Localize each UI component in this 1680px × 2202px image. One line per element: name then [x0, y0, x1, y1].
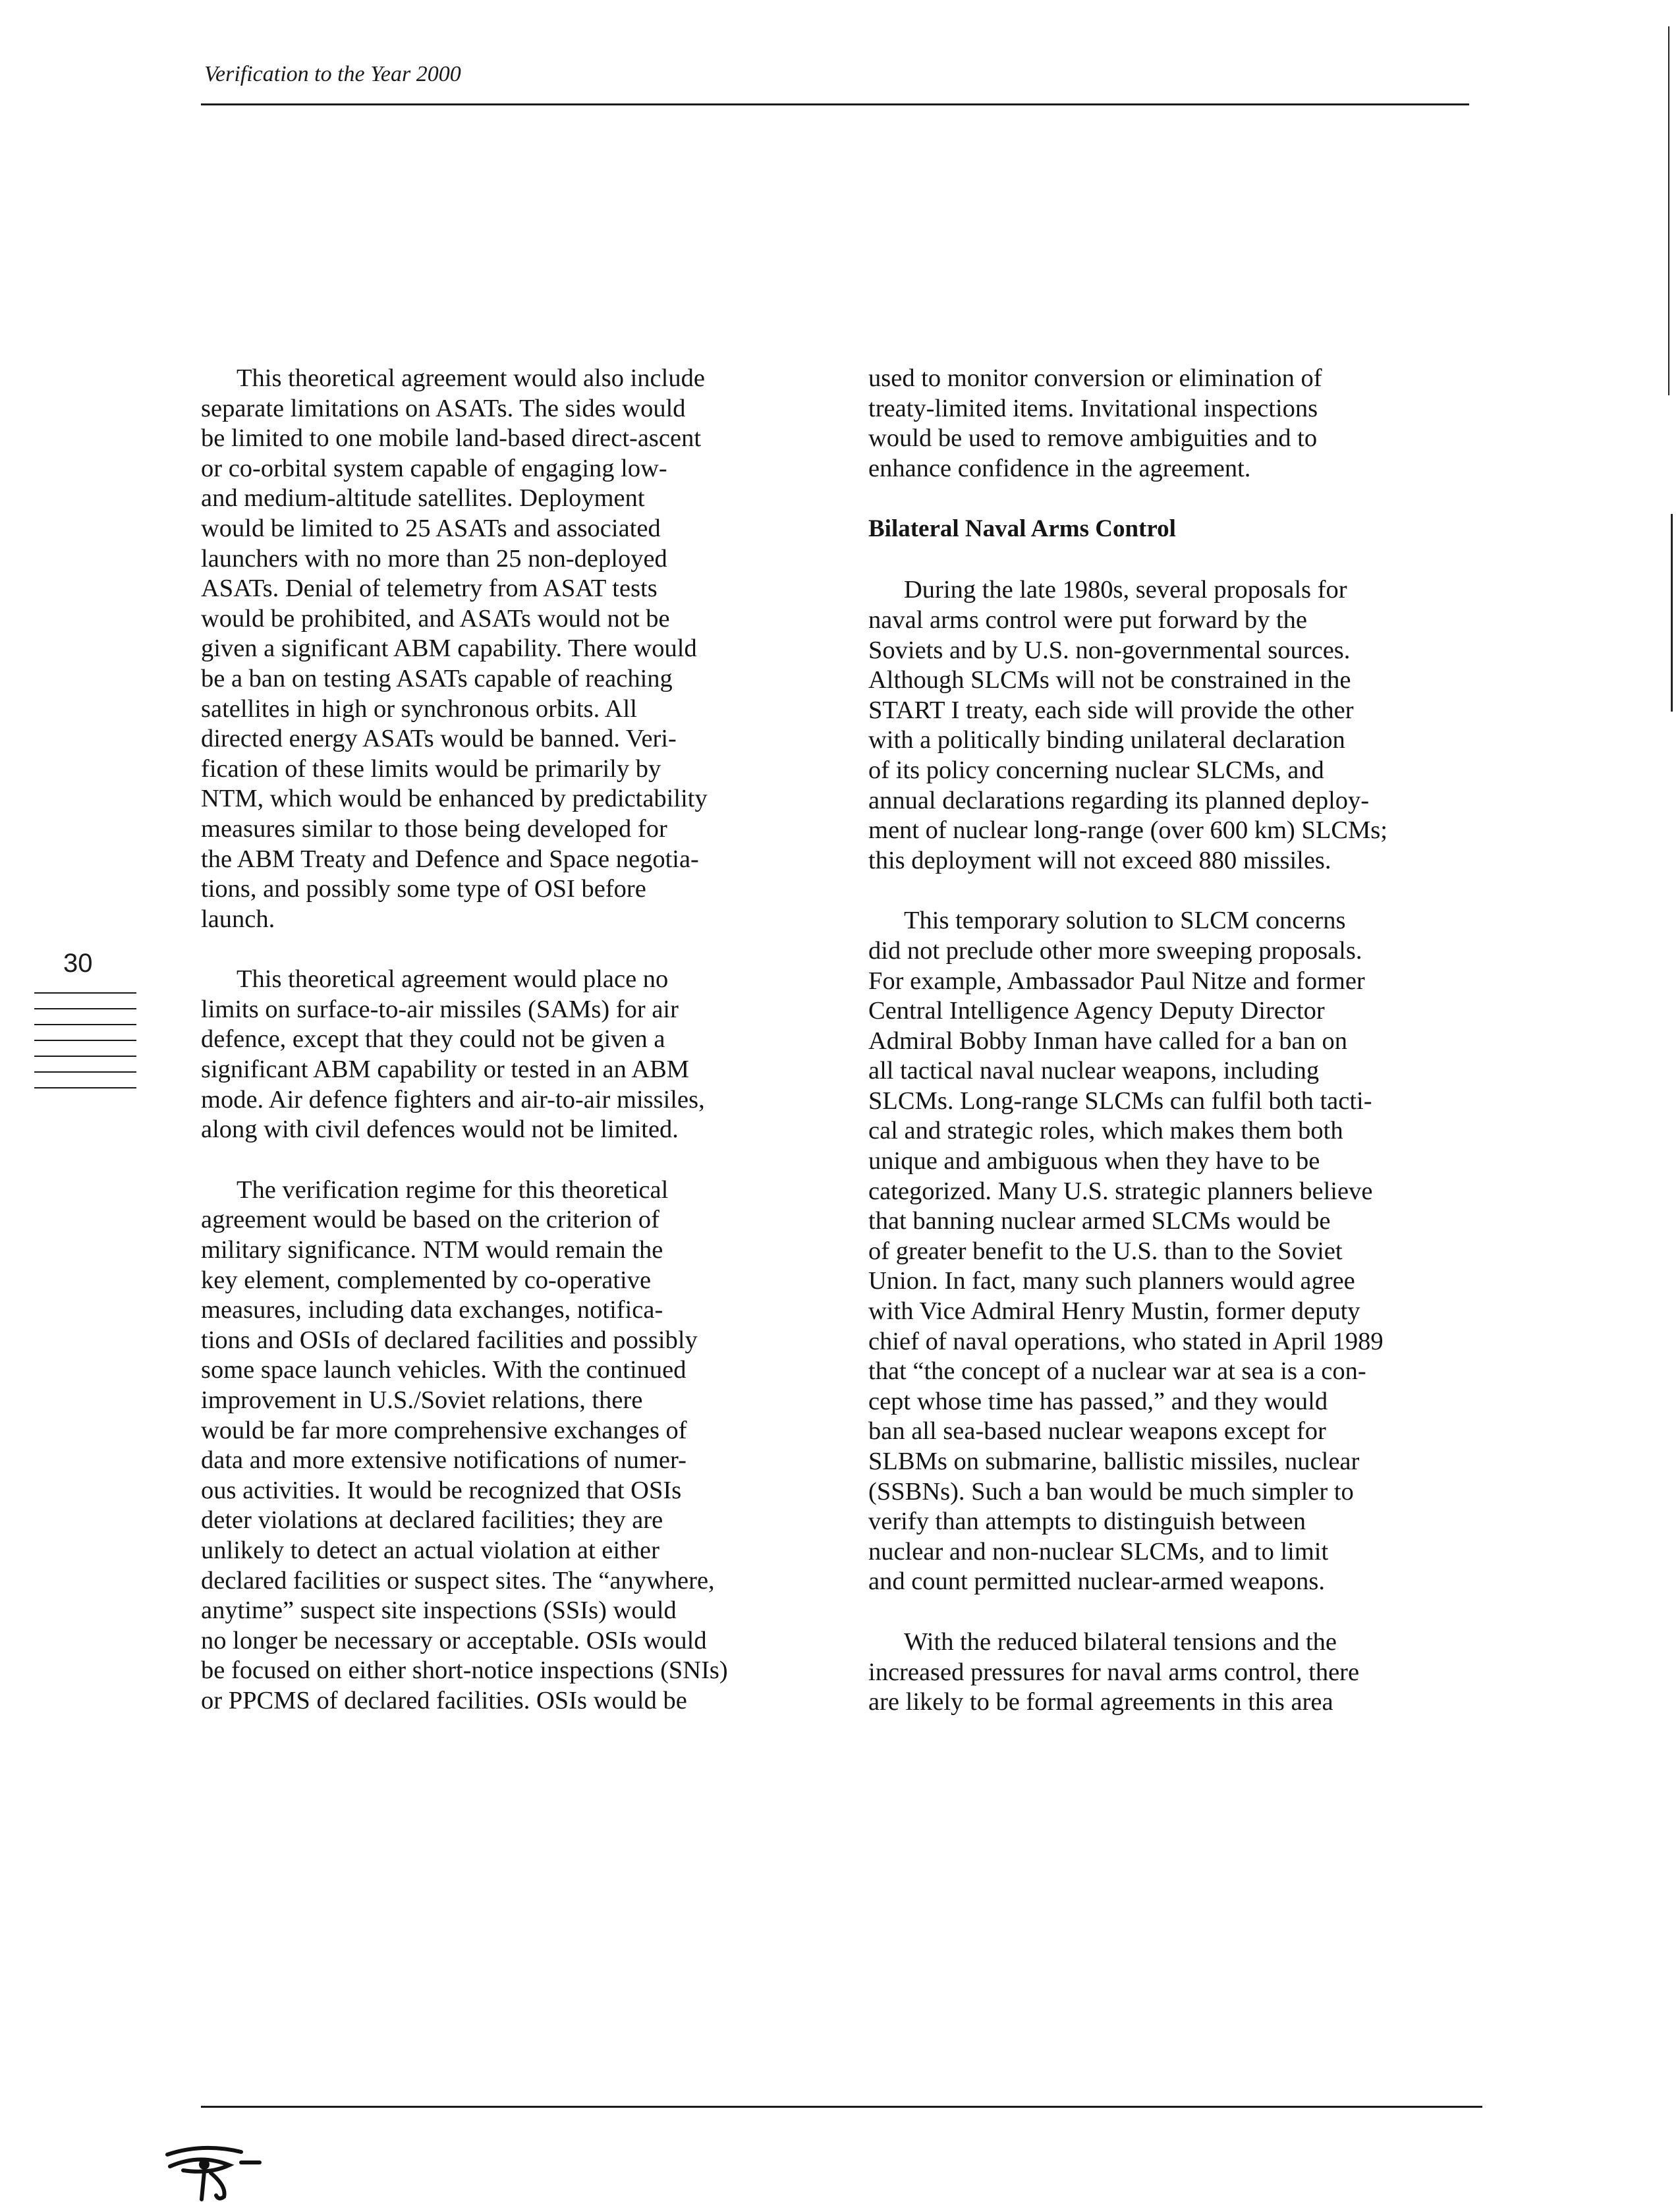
text-line: launchers with no more than 25 non-deployed — [201, 544, 667, 573]
paragraph — [201, 1175, 794, 1716]
text-line: naval arms control were put forward by the — [868, 606, 1308, 634]
text-line: of greater benefit to the U.S. than to the Soviet — [868, 1237, 1343, 1265]
text-line: or co-orbital system capable of engaging low- — [201, 454, 667, 482]
text-line: agreement would be based on the criterion of — [201, 1206, 659, 1234]
page-number: 30 — [63, 949, 93, 978]
paragraph — [201, 965, 794, 1145]
text-line: unlikely to detect an actual violation at either — [201, 1536, 659, 1564]
text-line: all tactical naval nuclear weapons, including — [868, 1057, 1320, 1085]
text-line: SLCMs. Long-range SLCMs can fulfil both tacti- — [868, 1087, 1372, 1115]
margin-line — [34, 1056, 136, 1057]
section-heading: Bilateral Naval Arms Control — [868, 515, 1176, 543]
text-line: ous activities. It would be recognized that OSIs — [201, 1476, 682, 1504]
paragraph — [868, 906, 1461, 1597]
text-line: and count permitted nuclear-armed weapons. — [868, 1567, 1326, 1596]
text-line: annual declarations regarding its planned deploy- — [868, 786, 1370, 814]
text-line: The verification regime for this theoretical — [237, 1175, 669, 1204]
header-rule — [201, 103, 1469, 105]
text-line: be focused on either short-notice inspections (SNIs) — [201, 1656, 728, 1685]
text-line: would be far more comprehensive exchanges of — [201, 1416, 687, 1444]
text-line: cept whose time has passed,” and they would — [868, 1387, 1328, 1415]
text-line: For example, Ambassador Paul Nitze and former — [868, 967, 1365, 995]
text-line: START I treaty, each side will provide the other — [868, 696, 1354, 724]
text-line: mode. Air defence fighters and air-to-air missiles, — [201, 1085, 705, 1114]
text-line: be a ban on testing ASATs capable of reaching — [201, 664, 673, 692]
text-line: Soviets and by U.S. non-governmental sources. — [868, 636, 1351, 664]
text-line: and medium-altitude satellites. Deployment — [201, 484, 645, 513]
text-line: categorized. Many U.S. strategic planners believe — [868, 1177, 1373, 1205]
text-line: nuclear and non-nuclear SLCMs, and to limit — [868, 1537, 1329, 1566]
margin-lines — [34, 992, 136, 1103]
text-line: some space launch vehicles. With the continued — [201, 1356, 686, 1384]
running-head: Verification to the Year 2000 — [204, 62, 461, 86]
text-line: along with civil defences would not be limited. — [201, 1115, 679, 1144]
scan-edge-mark — [1671, 514, 1673, 712]
text-line: unique and ambiguous when they have to be — [868, 1147, 1320, 1175]
eye-of-horus-logo-icon — [163, 2140, 262, 2202]
text-line: fication of these limits would be primarily by — [201, 754, 661, 783]
text-line: Union. In fact, many such planners would agree — [868, 1267, 1355, 1295]
margin-line — [34, 1087, 136, 1088]
text-line: ASATs. Denial of telemetry from ASAT tests — [201, 575, 658, 603]
text-line: declared facilities or suspect sites. The “anywhere, — [201, 1566, 715, 1595]
text-line: with Vice Admiral Henry Mustin, former deputy — [868, 1297, 1360, 1326]
text-line: NTM, which would be enhanced by predictability — [201, 785, 708, 813]
text-line: did not preclude other more sweeping proposals. — [868, 936, 1362, 965]
margin-line — [34, 992, 136, 994]
text-line: improvement in U.S./Soviet relations, there — [201, 1386, 643, 1414]
text-line: would be used to remove ambiguities and to — [868, 424, 1318, 453]
text-line: This temporary solution to SLCM concerns — [904, 907, 1346, 935]
text-line: tions and OSIs of declared facilities and possibly — [201, 1326, 698, 1354]
paragraph — [201, 364, 794, 934]
text-line: the ABM Treaty and Defence and Space negotia- — [201, 845, 699, 873]
text-line: increased pressures for naval arms control, there — [868, 1658, 1360, 1686]
text-line: launch. — [201, 905, 275, 933]
paragraph — [868, 1627, 1461, 1718]
text-line: enhance confidence in the agreement. — [868, 454, 1251, 482]
text-line: would be limited to 25 ASATs and associated — [201, 514, 661, 542]
text-line: with a politically binding unilateral declaration — [868, 726, 1345, 754]
text-line: that banning nuclear armed SLCMs would be — [868, 1207, 1331, 1235]
text-line: limits on surface-to-air missiles (SAMs) for air — [201, 995, 679, 1023]
text-line: given a significant ABM capability. There would — [201, 635, 697, 663]
text-line: directed energy ASATs would be banned. Veri- — [201, 725, 677, 753]
text-line: military significance. NTM would remain the — [201, 1236, 663, 1264]
text-line: of its policy concerning nuclear SLCMs, and — [868, 756, 1324, 784]
text-line: cal and strategic roles, which makes them both — [868, 1117, 1343, 1145]
text-line: This theoretical agreement would place no — [237, 965, 669, 994]
text-line: or PPCMS of declared facilities. OSIs would be — [201, 1686, 687, 1714]
text-line: would be prohibited, and ASATs would not be — [201, 604, 670, 633]
text-line: used to monitor conversion or elimination of — [868, 364, 1322, 392]
text-line: During the late 1980s, several proposals for — [904, 576, 1347, 604]
footer-rule — [201, 2106, 1482, 2108]
text-line: verify than attempts to distinguish between — [868, 1508, 1306, 1536]
left-column — [201, 364, 794, 1747]
text-line: ment of nuclear long-range (over 600 km) SLCMs; — [868, 816, 1387, 845]
text-line: defence, except that they could not be given a — [201, 1025, 665, 1054]
text-line: anytime” suspect site inspections (SSIs) would — [201, 1596, 677, 1625]
text-line: no longer be necessary or acceptable. OSIs would — [201, 1626, 707, 1654]
margin-line — [34, 1024, 136, 1025]
paragraph — [868, 575, 1461, 876]
text-line: This theoretical agreement would also include — [237, 364, 705, 392]
text-line: be limited to one mobile land-based direct-ascent — [201, 424, 702, 453]
text-line: treaty-limited items. Invitational inspections — [868, 394, 1318, 422]
text-line: this deployment will not exceed 880 missiles. — [868, 846, 1331, 874]
margin-line — [34, 1040, 136, 1041]
text-line: key element, complemented by co-operative — [201, 1266, 652, 1294]
text-line: satellites in high or synchronous orbits. All — [201, 694, 637, 723]
text-line: ban all sea-based nuclear weapons except for — [868, 1417, 1326, 1446]
margin-line — [34, 1008, 136, 1009]
text-line: Although SLCMs will not be constrained in the — [868, 666, 1351, 694]
margin-line — [34, 1071, 136, 1073]
text-line: With the reduced bilateral tensions and the — [904, 1627, 1337, 1656]
continuation-paragraph — [868, 364, 1461, 484]
text-line: measures similar to those being developed for — [201, 814, 667, 843]
text-line: are likely to be formal agreements in this area — [868, 1688, 1333, 1716]
text-line: Central Intelligence Agency Deputy Director — [868, 997, 1325, 1025]
text-line: deter violations at declared facilities; they are — [201, 1506, 663, 1535]
text-line: significant ABM capability or tested in an ABM — [201, 1056, 690, 1084]
text-line: measures, including data exchanges, notifica- — [201, 1296, 663, 1324]
text-line: that “the concept of a nuclear war at sea is a con- — [868, 1357, 1366, 1386]
scan-edge-mark — [1668, 26, 1669, 395]
text-line: chief of naval operations, who stated in April 1989 — [868, 1327, 1384, 1355]
text-line: Admiral Bobby Inman have called for a ban on — [868, 1027, 1347, 1055]
text-line: (SSBNs). Such a ban would be much simpler to — [868, 1477, 1354, 1506]
right-column — [868, 364, 1461, 1748]
text-line: tions, and possibly some type of OSI before — [201, 875, 646, 903]
text-line: separate limitations on ASATs. The sides would — [201, 394, 686, 422]
text-line: data and more extensive notifications of numer- — [201, 1446, 686, 1475]
text-line: SLBMs on submarine, ballistic missiles, nuclear — [868, 1448, 1360, 1475]
